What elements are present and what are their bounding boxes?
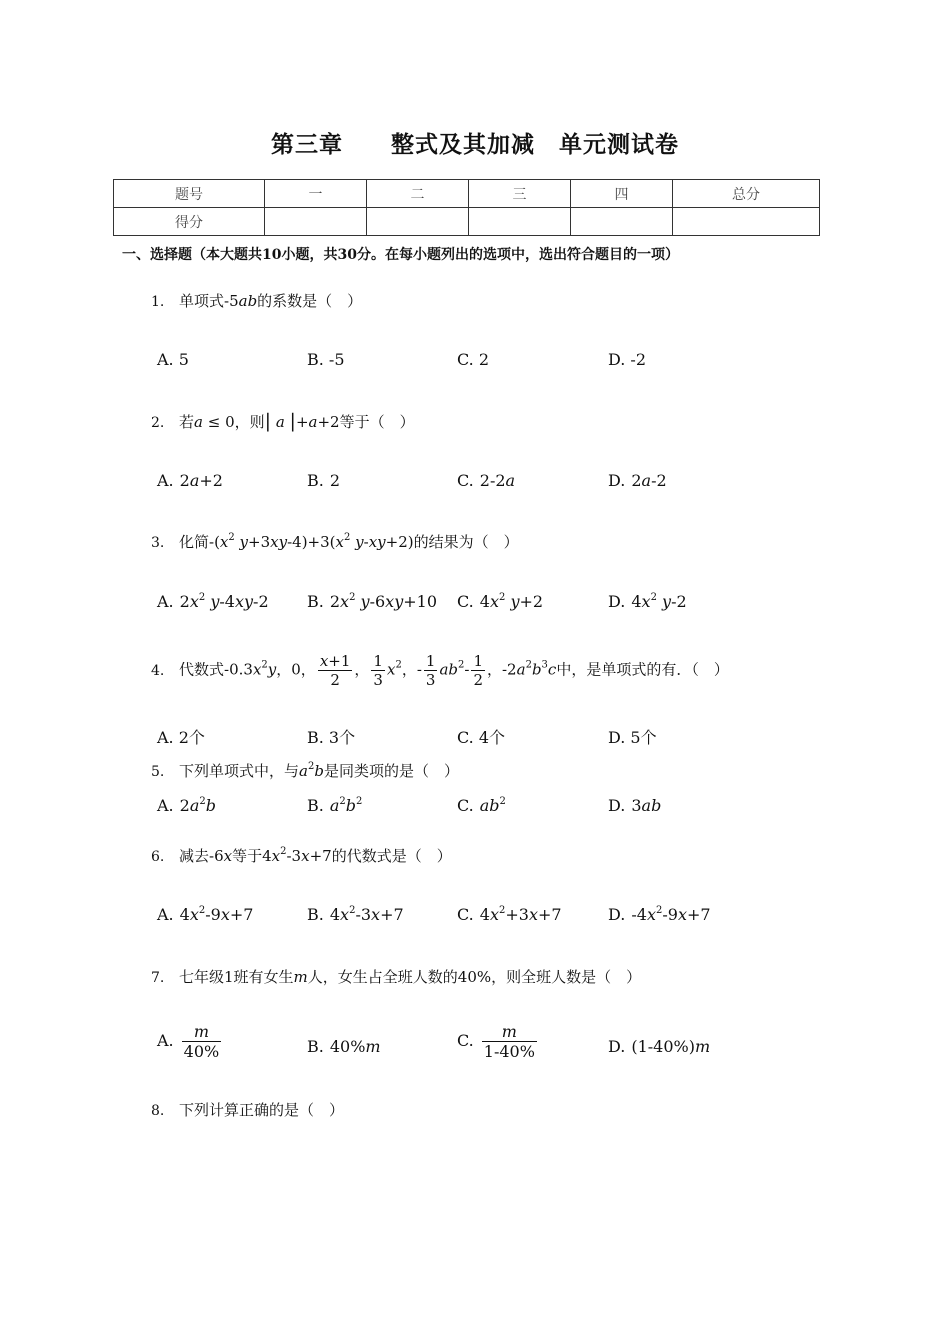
- option-a[interactable]: A. 2a+2: [157, 471, 223, 490]
- option-b[interactable]: B. -5: [307, 350, 345, 369]
- score-cell: [469, 208, 571, 236]
- question-number: 5.: [151, 764, 165, 780]
- option-b[interactable]: B. $a^2b^2$: [307, 796, 363, 815]
- question-1: 1. 单项式-5ab的系数是（ ）: [151, 292, 363, 310]
- score-cell: [367, 208, 469, 236]
- question-3-options: [157, 592, 857, 632]
- option-c[interactable]: C. 2: [457, 350, 490, 369]
- question-4: 4. 代数式$-0.3x^2y$，0， $\frac{x+1}{2}$ ， $\frac{1}{3}$ $x^2$，- $\frac{1}{3}$ $ab^2-$ $\frac{1}{2}$ ，$-2a^2b^3c$中，是单项式的有．（ ）: [151, 652, 729, 689]
- question-8: [151, 1099, 344, 1120]
- option-d[interactable]: D. -2: [608, 350, 647, 369]
- question-number: 7.: [151, 970, 165, 986]
- score-table-score-row: [114, 208, 820, 236]
- score-header-cell: 四: [571, 180, 673, 208]
- option-d[interactable]: D. $4x^2$ y-2: [608, 592, 687, 611]
- option-b[interactable]: B. $4x^2-3x+7$: [307, 905, 404, 924]
- option-b[interactable]: B. 2: [307, 471, 341, 490]
- question-7: 7. 七年级1班有女生m人，女生占全班人数的40%，则全班人数是（ ）: [151, 968, 642, 986]
- score-cell: [673, 208, 820, 236]
- question-4-options: [157, 725, 857, 765]
- question-1-options: [157, 350, 857, 390]
- option-a[interactable]: A. 2个: [157, 728, 205, 747]
- option-a[interactable]: A. $2x^2$ y-4xy-2: [157, 592, 269, 611]
- score-row-label: 得分: [114, 208, 265, 236]
- section-heading: 一、选择题（本大题共10小题，共30分。在每小题列出的选项中，选出符合题目的一项）: [122, 247, 679, 263]
- option-c[interactable]: C. 4个: [457, 728, 506, 747]
- question-number: 1.: [151, 294, 165, 310]
- score-header-cell: 三: [469, 180, 571, 208]
- score-header-cell: 题号: [114, 180, 265, 208]
- option-c[interactable]: C. $ab^2$: [457, 796, 506, 815]
- option-c[interactable]: C. 2-2a: [457, 471, 516, 490]
- question-number: 2.: [151, 415, 165, 431]
- score-cell: [265, 208, 367, 236]
- score-header-cell: 总分: [673, 180, 820, 208]
- question-number: 8.: [151, 1103, 165, 1119]
- option-a[interactable]: A. $2a^2b$: [157, 796, 216, 815]
- page-title: 第三章 整式及其加减 单元测试卷: [271, 131, 679, 158]
- option-d[interactable]: D. 3ab: [608, 796, 662, 815]
- option-c[interactable]: C. $\frac{m}{1-40\%}$: [457, 1022, 535, 1061]
- option-d[interactable]: D. $-4x^2-9x+7$: [608, 905, 711, 924]
- question-7-options: [157, 1022, 857, 1074]
- option-b[interactable]: B. 40%m: [307, 1037, 381, 1056]
- option-c[interactable]: C. $4x^2+3x+7$: [457, 905, 562, 924]
- score-header-cell: 一: [265, 180, 367, 208]
- option-b[interactable]: B. $2x^2$ y-6xy+10: [307, 592, 437, 611]
- option-a[interactable]: A. $\frac{m}{40\%}$: [157, 1022, 220, 1061]
- question-2-options: [157, 471, 857, 511]
- option-a[interactable]: A. 5: [157, 350, 189, 369]
- option-d[interactable]: D. (1-40%)m: [608, 1037, 711, 1056]
- score-table-header-row: [114, 180, 820, 208]
- question-number: 3.: [151, 535, 165, 551]
- question-6: 6. 减去-6x等于$4x^2-3x+7$的代数式是（ ）: [151, 846, 452, 865]
- question-3: 3. 化简$-(x^2$ $y+3xy-4)+3(x^2$ y-xy+2)的结果为（ ）: [151, 532, 519, 551]
- option-b[interactable]: B. 3个: [307, 728, 356, 747]
- option-c[interactable]: C. $4x^2$ y+2: [457, 592, 544, 611]
- option-a[interactable]: A. $4x^2-9x+7$: [157, 905, 254, 924]
- question-5: 5. 下列单项式中，与$a^2b$是同类项的是（ ）: [151, 761, 459, 780]
- option-d[interactable]: D. 5个: [608, 728, 657, 747]
- score-cell: [571, 208, 673, 236]
- question-2: 2. 若a ≤ 0，则| a |+a+2等于（ ）: [151, 410, 415, 432]
- question-5-options: [157, 796, 857, 836]
- question-number: 4.: [151, 662, 165, 679]
- question-6-options: [157, 905, 857, 945]
- option-d[interactable]: D. 2a-2: [608, 471, 667, 490]
- question-number: 6.: [151, 849, 165, 865]
- score-table: [113, 179, 820, 236]
- question-text: 下列计算正确的是（ ）: [179, 1101, 345, 1119]
- score-header-cell: 二: [367, 180, 469, 208]
